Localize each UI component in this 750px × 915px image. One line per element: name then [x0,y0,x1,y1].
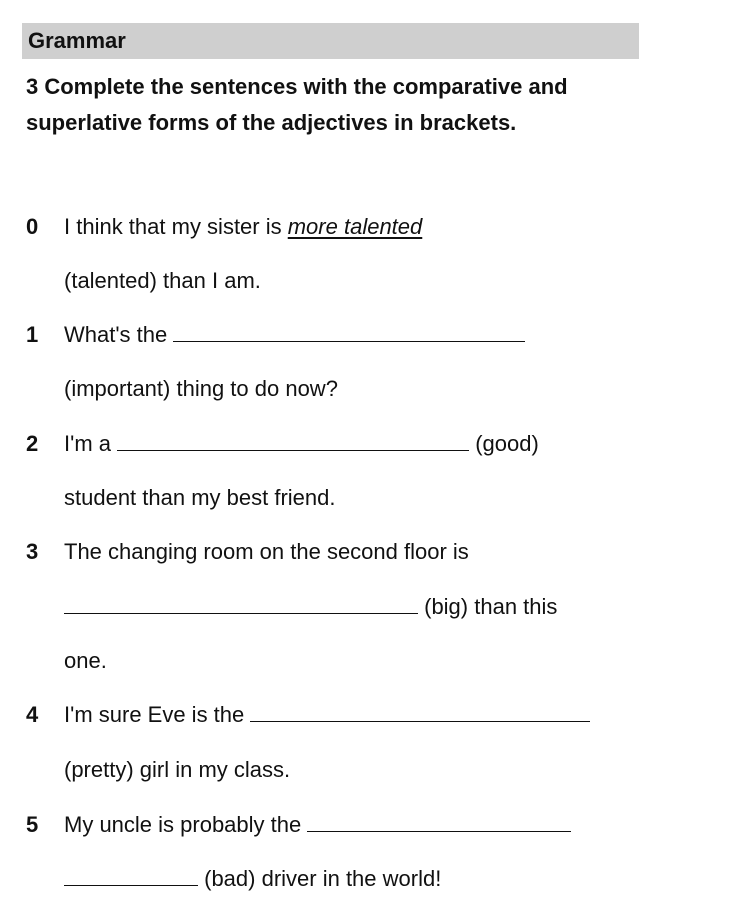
item-text [64,698,590,732]
item-text [64,318,525,352]
item-text [64,808,571,842]
example-answer: more talented [287,214,423,239]
item-number: 3 [26,539,39,564]
item-text: (talented) than I am. [64,268,261,293]
exercise-instructions: 3 Complete the sentences with the comparative and superlative forms of the adjectives in brackets. [26,74,568,135]
item-text-after: (good) [469,431,539,456]
item-text [64,427,539,461]
item-text: one. [64,648,107,673]
item-number: 1 [26,322,39,347]
answer-blank[interactable] [64,591,418,614]
item-text-before: What's the [64,322,174,347]
item-text [64,590,557,624]
item-text: (pretty) girl in my class. [64,757,291,782]
answer-blank[interactable] [64,863,198,886]
item-text-before: I think that my sister is [64,214,288,239]
item-text: student than my best friend. [64,485,336,510]
section-title: Grammar [28,28,126,53]
answer-blank[interactable] [307,809,571,832]
answer-blank[interactable] [250,699,590,722]
section-header [22,23,639,59]
item-text [64,862,441,896]
item-text [64,210,422,244]
item-number: 5 [26,812,39,837]
item-text-before: I'm sure Eve is the [64,702,251,727]
item-number: 4 [26,702,39,727]
item-text: The changing room on the second floor is [64,539,469,564]
item-text-after: (big) than this [418,594,558,619]
item-number: 2 [26,431,39,456]
answer-blank[interactable] [173,319,525,342]
item-text-before: My uncle is probably the [64,812,308,837]
item-text-before: I'm a [64,431,118,456]
item-text-after: (bad) driver in the world! [198,866,442,891]
item-text: (important) thing to do now? [64,376,338,401]
answer-blank[interactable] [117,428,469,451]
item-number: 0 [26,214,39,239]
